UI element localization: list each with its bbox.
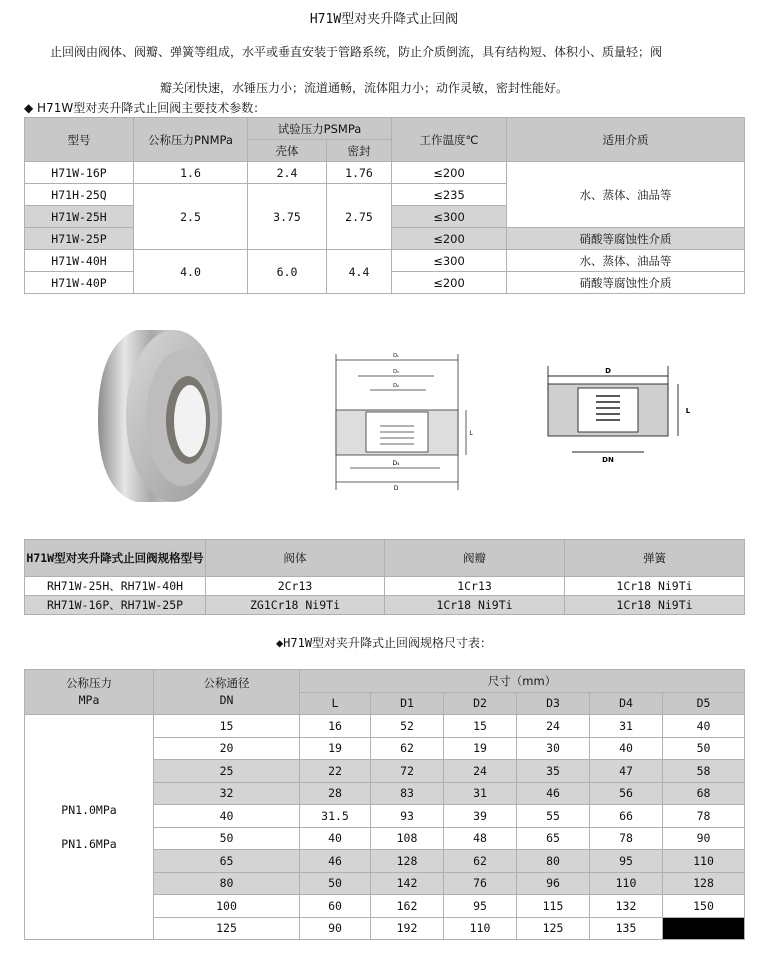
dim-cell: 40 xyxy=(663,715,745,738)
label-d4: D₄ xyxy=(392,460,400,467)
header-seal: 密封 xyxy=(327,140,392,162)
temp-cell: ≤300 xyxy=(392,206,507,228)
valve-photo xyxy=(96,326,236,504)
col-header: D5 xyxy=(663,692,745,715)
dim-cell: 76 xyxy=(444,872,517,895)
dim-cell: 30 xyxy=(517,737,590,760)
dim-cell: 95 xyxy=(444,895,517,918)
model-cell: H71W-25P xyxy=(25,228,134,250)
table-row xyxy=(25,250,745,272)
dim-cell: 31.5 xyxy=(300,805,371,828)
temp-cell: ≤200 xyxy=(392,162,507,184)
model-cell: H71H-25Q xyxy=(25,184,134,206)
dn-cell: 25 xyxy=(154,760,300,783)
model-cell: H71W-16P xyxy=(25,162,134,184)
dim-cell: 24 xyxy=(444,760,517,783)
header-spec-model: H71W型对夹升降式止回阀规格型号 xyxy=(25,540,206,577)
label-DN: DN xyxy=(602,456,614,464)
dim-cell: 72 xyxy=(371,760,444,783)
seal-cell: 2.75 xyxy=(327,184,392,250)
dn-cell: 15 xyxy=(154,715,300,738)
dim-cell: 35 xyxy=(517,760,590,783)
col-header: D2 xyxy=(444,692,517,715)
header-temp: 工作温度℃ xyxy=(392,118,507,162)
header-body: 阀体 xyxy=(206,540,385,577)
dim-cell: 90 xyxy=(663,827,745,850)
model-cell: RH71W-16P、RH71W-25P xyxy=(25,596,206,615)
dim-cell: 31 xyxy=(590,715,663,738)
dim-cell: 16 xyxy=(300,715,371,738)
label-d3: D₃ xyxy=(393,369,399,375)
material-table xyxy=(24,539,745,615)
shell-cell: 3.75 xyxy=(248,184,327,250)
label-d1: D₁ xyxy=(393,353,399,359)
dim-cell: 83 xyxy=(371,782,444,805)
temp-cell: ≤235 xyxy=(392,184,507,206)
header-shell: 壳体 xyxy=(248,140,327,162)
shell-cell: 6.0 xyxy=(248,250,327,294)
dimension-table xyxy=(24,669,745,940)
model-cell: RH71W-25H、RH71W-40H xyxy=(25,577,206,596)
seal-cell: 4.4 xyxy=(327,250,392,294)
label-L: L xyxy=(685,407,691,415)
dim-cell: 128 xyxy=(663,872,745,895)
dn-cell: 32 xyxy=(154,782,300,805)
header-pn: 公称压力PNMPa xyxy=(134,118,248,162)
dim-cell: 46 xyxy=(300,850,371,873)
dim-cell: 110 xyxy=(663,850,745,873)
dim-cell: 47 xyxy=(590,760,663,783)
pressure-cell: PN1.0MPa PN1.6MPa xyxy=(25,715,154,940)
dim-cell: 78 xyxy=(590,827,663,850)
header-nominal-diameter: 公称通径 DN xyxy=(154,670,300,715)
model-cell: H71W-40P xyxy=(25,272,134,294)
dn-cell: 80 xyxy=(154,872,300,895)
dim-cell xyxy=(663,917,745,940)
temp-cell: ≤200 xyxy=(392,228,507,250)
disc-cell: 1Cr18 Ni9Ti xyxy=(385,596,565,615)
dim-cell: 50 xyxy=(663,737,745,760)
table-row xyxy=(25,577,745,596)
dim-cell: 162 xyxy=(371,895,444,918)
dim-cell: 132 xyxy=(590,895,663,918)
dim-cell: 19 xyxy=(300,737,371,760)
label-D: D xyxy=(393,485,399,492)
spring-cell: 1Cr18 Ni9Ti xyxy=(565,577,745,596)
dim-cell: 39 xyxy=(444,805,517,828)
header-pressure: 公称压力 MPa xyxy=(25,670,154,715)
dim-cell: 40 xyxy=(590,737,663,760)
pn-cell: 1.6 xyxy=(134,162,248,184)
shell-cell: 2.4 xyxy=(248,162,327,184)
section-heading-params: ◆ H71W型对夹升降式止回阀主要技术参数： xyxy=(24,101,266,115)
label-L: L xyxy=(469,430,473,437)
dim-cell: 24 xyxy=(517,715,590,738)
label-d2: D₂ xyxy=(393,383,399,389)
intro-line-1: 止回阀由阀体、阀瓣、弹簧等组成，水平或垂直安装于管路系统，防止介质倒流，具有结构短、体积小、质量轻；阀 xyxy=(50,45,663,59)
medium-cell: 硝酸等腐蚀性介质 xyxy=(507,228,745,250)
dim-cell: 65 xyxy=(517,827,590,850)
table-row xyxy=(25,715,745,738)
dim-cell: 110 xyxy=(590,872,663,895)
header-model: 型号 xyxy=(25,118,134,162)
body-cell: ZG1Cr18 Ni9Ti xyxy=(206,596,385,615)
dim-cell: 68 xyxy=(663,782,745,805)
medium-cell: 硝酸等腐蚀性介质 xyxy=(507,272,745,294)
dim-cell: 62 xyxy=(371,737,444,760)
dn-cell: 50 xyxy=(154,827,300,850)
dim-cell: 22 xyxy=(300,760,371,783)
pn-cell: 2.5 xyxy=(134,184,248,250)
dimension-drawing-dn xyxy=(538,356,698,466)
page-title: H71W型对夹升降式止回阀 xyxy=(309,12,459,27)
dim-cell: 115 xyxy=(517,895,590,918)
seal-cell: 1.76 xyxy=(327,162,392,184)
disc-cell: 1Cr13 xyxy=(385,577,565,596)
col-header: L xyxy=(300,692,371,715)
dn-cell: 100 xyxy=(154,895,300,918)
dim-cell: 135 xyxy=(590,917,663,940)
dim-cell: 62 xyxy=(444,850,517,873)
spring-cell: 1Cr18 Ni9Ti xyxy=(565,596,745,615)
dim-cell: 31 xyxy=(444,782,517,805)
table-row xyxy=(25,162,745,184)
dimension-drawing-d xyxy=(326,340,476,492)
pn-cell: 4.0 xyxy=(134,250,248,294)
label-D: D xyxy=(605,367,611,375)
section-heading-dims: ◆H71W型对夹升降式止回阀规格尺寸表： xyxy=(275,636,493,650)
dim-cell: 28 xyxy=(300,782,371,805)
dim-cell: 150 xyxy=(663,895,745,918)
temp-cell: ≤200 xyxy=(392,272,507,294)
col-header: D1 xyxy=(371,692,444,715)
model-cell: H71W-25H xyxy=(25,206,134,228)
dim-cell: 50 xyxy=(300,872,371,895)
dim-cell: 80 xyxy=(517,850,590,873)
header-disc: 阀瓣 xyxy=(385,540,565,577)
dim-cell: 93 xyxy=(371,805,444,828)
dim-cell: 40 xyxy=(300,827,371,850)
dim-cell: 56 xyxy=(590,782,663,805)
dim-cell: 96 xyxy=(517,872,590,895)
header-size: 尺寸（mm） xyxy=(300,670,745,693)
dn-cell: 20 xyxy=(154,737,300,760)
dn-cell: 125 xyxy=(154,917,300,940)
intro-line-2: 瓣关闭快速，水锤压力小；流道通畅，流体阻力小；动作灵敏，密封性能好。 xyxy=(160,81,569,95)
dim-cell: 52 xyxy=(371,715,444,738)
dim-cell: 110 xyxy=(444,917,517,940)
header-spring: 弹簧 xyxy=(565,540,745,577)
dim-cell: 66 xyxy=(590,805,663,828)
col-header: D4 xyxy=(590,692,663,715)
temp-cell: ≤300 xyxy=(392,250,507,272)
header-medium: 适用介质 xyxy=(507,118,745,162)
col-header: D3 xyxy=(517,692,590,715)
body-cell: 2Cr13 xyxy=(206,577,385,596)
table-row xyxy=(25,596,745,615)
dn-cell: 40 xyxy=(154,805,300,828)
dim-cell: 108 xyxy=(371,827,444,850)
dim-cell: 46 xyxy=(517,782,590,805)
dim-cell: 58 xyxy=(663,760,745,783)
dim-cell: 19 xyxy=(444,737,517,760)
dim-cell: 128 xyxy=(371,850,444,873)
dim-cell: 142 xyxy=(371,872,444,895)
dim-cell: 15 xyxy=(444,715,517,738)
dn-cell: 65 xyxy=(154,850,300,873)
dim-cell: 60 xyxy=(300,895,371,918)
medium-cell: 水、蒸体、油品等 xyxy=(507,162,745,228)
spec-table xyxy=(24,117,745,294)
dim-cell: 48 xyxy=(444,827,517,850)
header-test-pressure: 试验压力PSMPa xyxy=(248,118,392,140)
medium-cell: 水、蒸体、油品等 xyxy=(507,250,745,272)
dim-cell: 95 xyxy=(590,850,663,873)
model-cell: H71W-40H xyxy=(25,250,134,272)
dim-cell: 78 xyxy=(663,805,745,828)
dim-cell: 192 xyxy=(371,917,444,940)
dim-cell: 125 xyxy=(517,917,590,940)
dim-cell: 55 xyxy=(517,805,590,828)
dim-cell: 90 xyxy=(300,917,371,940)
